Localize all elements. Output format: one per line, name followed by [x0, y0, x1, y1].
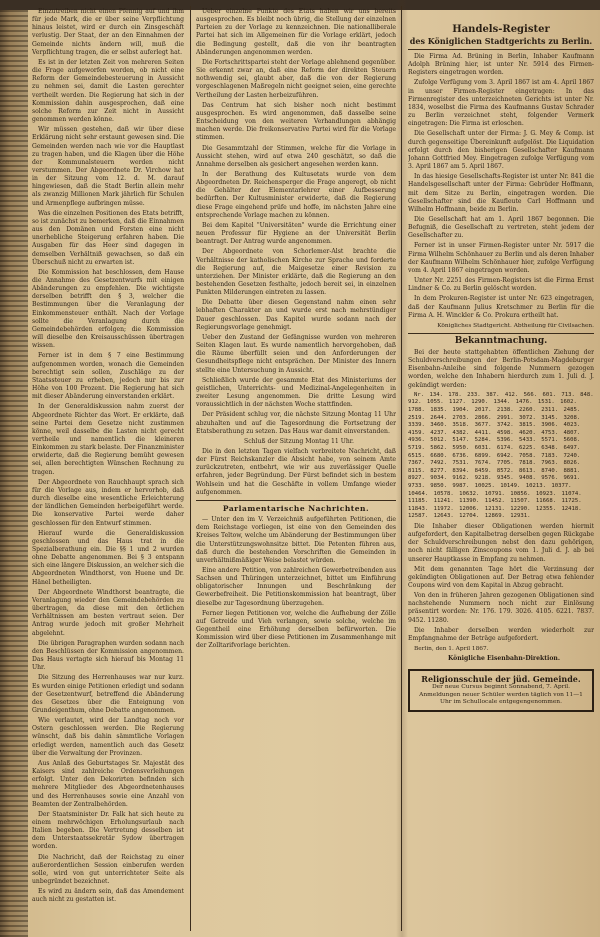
announcement-intro: Bei der heute stattgehabten öffentlichen Ziehung der Schuldverschreibungen der Berlin-Potsdam-Magdeburger Eisenbahn-Anleihe sind folgende Nummern gezogen worden, welche den Inhabern hierdurch zum 1. Juli d. J. gekündigt werden:	[408, 349, 594, 389]
paragraph: Die in den letzten Tagen vielfach verbreitete Nachricht, daß der Fürst Reichskanzler die Absicht habe, von seinem Amte zurückzutreten, entbehrt, wie wir aus zuverlässiger Quelle erfahren, jeder Begründung. Der Fürst befindet sich in bestem Wohlsein und hat die Geschäfte in vollem Umfange wieder aufgenommen.	[196, 447, 396, 496]
school-notice-text: Der neue Cursus beginnt Sonnabend, 7. April. Anmeldungen neuer Schüler werden täglich von 11—1 Uhr im Schullocale entgegengenommen.	[419, 684, 583, 706]
paragraph: Aus Anlaß des Geburtstages Sr. Majestät des Kaisers sind zahlreiche Ordensverleihungen erfolgt. Unter den Dekorirten befinden sich mehrere Mitglieder des Abgeordnetenhauses und des Herrenhauses sowie eine Anzahl von Beamten der Zentralbehörden.	[32, 759, 184, 808]
paragraph: Die Debatte über diesen Gegenstand nahm einen sehr lebhaften Charakter an und wurde erst nach mehrstündiger Dauer geschlossen. Das Kapitel wurde sodann nach der Regierungsvorlage genehmigt.	[196, 299, 396, 331]
paragraph: Es wird zu ändern sein, daß das Amendement auch nicht zu gestatten ist.	[32, 888, 184, 904]
paragraph: Die Nachricht, daß der Reichstag zu einer außerordentlichen Session einberufen werden solle, wird von gut unterrichteter Seite als unbegründet bezeichnet.	[32, 853, 184, 886]
column-rule-1	[190, 6, 191, 931]
paragraph: Der Staatsminister Dr. Falk hat sich heute zu einem mehrwöchigen Erholungsurlaub nach Italien begeben. Die Vertretung desselben ist dem Unterstaatssekretär Sydow übertragen worden.	[32, 810, 184, 851]
paragraph: Eine andere Petition, von zahlreichen Gewerbetreibenden aus Sachsen und Thüringen unterzeichnet, bittet um Einführung obligatorischer Innungen und Beschränkung der Gewerbefreiheit. Die Petitionskommission hat beantragt, über dieselbe zur Tagesordnung überzugehen.	[196, 567, 396, 607]
register-title: Handels-Register	[452, 24, 550, 35]
paragraph: Die Kommission hat beschlossen, dem Hause die Annahme des Gesetzentwurfs mit einigen Abänderungen zu empfehlen. Die wichtigste derselben betrifft den § 3, welcher die Bestimmungen über die Veranlagung der Einkommensteuer enthält. Nach der Vorlage sollte die Veranlagung durch die Gemeindebehörden erfolgen; die Kommission will dieselbe den Kreisausschüssen übertragen wissen.	[32, 268, 184, 350]
register-signoff: Königliches Stadtgericht. Abtheilung für Civilsachen.	[437, 322, 594, 329]
paragraph: Wir müssen gestehen, daß wir über diese Erklärung nicht sehr erstaunt gewesen sind. Die Gemeinden werden nach wie vor die Hauptlast zu tragen haben, und die Klagen über die Höhe der Kommunalsteuern werden nicht verstummen. Der Abgeordnete Dr. Virchow hat in der Sitzung vom 12. d. M. darauf hingewiesen, daß die Stadt Berlin allein mehr als zwanzig Millionen Mark jährlich für Schulen und Armenpflege aufbringen müsse.	[32, 126, 184, 207]
session-close-line: Schluß der Sitzung Montag 11 Uhr.	[244, 437, 354, 445]
paragraph: Hierauf wurde die Generaldiskussion geschlossen und das Haus trat in die Spezialberathung ein. Die §§ 1 und 2 wurden ohne Debatte angenommen. Bei § 3 entspann sich eine längere Diskussion, an welcher sich die Abgeordneten Windthorst, von Huene und Dr. Hänel betheiligten.	[32, 529, 184, 586]
paragraph: Schließlich wurde der gesammte Etat des Ministeriums der geistlichen, Unterrichts- und Medizinal-Angelegenheiten in zweiter Lesung angenommen. Die dritte Lesung wird voraussichtlich in der nächsten Woche stattfinden.	[196, 376, 396, 409]
paragraph: Was die einzelnen Positionen des Etats betrifft, so ist zunächst zu bemerken, daß die Einnahmen aus den Domänen und Forsten eine nicht unerhebliche Steigerung erfahren haben. Die Ausgaben für das Heer sind dagegen in demselben Verhältniß gewachsen, so daß ein Überschuß nicht zu erwarten ist.	[32, 209, 184, 266]
paragraph: Die Sitzung des Herrenhauses war nur kurz. Es wurden einige Petitionen erledigt und sodann der Gesetzentwurf, betreffend die Abänderung des Gesetzes über die Enteignung von Grundeigenthum, ohne Debatte angenommen.	[32, 674, 184, 714]
paragraph: In der Generaldiskussion nahm zuerst der Abgeordnete Richter das Wort. Er erklärte, daß seine Partei dem Gesetze nicht zustimmen könne, weil dasselbe die Lasten nicht gerecht vertheile und namentlich die kleineren Einkommen zu stark belaste. Der Finanzminister erwiderte, daß die Regierung bemüht gewesen sei, allen berechtigten Wünschen Rechnung zu tragen.	[32, 403, 184, 476]
header-divider	[408, 49, 594, 50]
announcement-title: Bekanntmachung.	[454, 336, 548, 346]
announcement-paragraph: Mit dem genannten Tage hört die Verzinsung der gekündigten Obligationen auf. Der Betrag etwa fehlender Coupons wird von dem Kapital in Abzug gebracht.	[408, 565, 594, 589]
section-heading: Parlamentarische Nachrichten.	[222, 503, 370, 513]
register-entry: Unter Nr. 2251 des Firmen-Registers ist die Firma Ernst Lindner & Co. zu Berlin gelöscht worden.	[408, 277, 594, 293]
announcement-paragraph: Die Inhaber dieser Obligationen werden hiermit aufgefordert, den Kapitalbetrag derselben gegen Rückgabe der Schuldverschreibungen nebst den dazu gehörigen, noch nicht fälligen Zinscoupons vom 1. Juli d. J. ab bei unserer Hauptkasse in Empfang zu nehmen.	[408, 522, 594, 563]
school-notice-box	[408, 669, 594, 712]
paragraph: Der Abgeordnete Windthorst beantragte, die Veranlagung wieder den Gemeindebehörden zu übertragen, da diese mit den örtlichen Verhältnissen am besten vertraut seien. Der Antrag wurde jedoch mit großer Mehrheit abgelehnt.	[32, 588, 184, 637]
column-right	[408, 24, 594, 929]
paragraph: — Unter den im V. Verzeichniß aufgeführten Petitionen, die dem Reichstage vorliegen, ist eine von den Gemeinden des Kreises Teltow, welche um Abänderung der Bestimmungen über die Unterstützungswohnsitze bittet. Die Petenten führen aus, daß durch die bestehenden Vorschriften die Gemeinden in unverhältnißmäßiger Weise belastet würden.	[196, 516, 396, 564]
paragraph: Der Präsident schlug vor, die nächste Sitzung Montag 11 Uhr abzuhalten und auf die Tagesordnung die Fortsetzung der Etatsberathung zu setzen. Das Haus war damit einverstanden.	[196, 411, 396, 435]
register-entry: Die Gesellschaft unter der Firma: J. G. Mey & Comp. ist durch gegenseitige Übereinkunft aufgelöst. Die Liquidation erfolgt durch den bisherigen Gesellschafter Kaufmann Johann Gottfried Mey. Eingetragen zufolge Verfügung vom 3. April 1867 am 5. April 1867.	[408, 130, 594, 171]
paragraph: In der Berathung des Kultusetats wurde von dem Abgeordneten Dr. Reichensperger die Frage angeregt, ob nicht die Gehälter der Elementarlehrer einer Aufbesserung bedürften. Der Kultusminister erwiderte, daß die Regierung diese Frage eingehend prüfe und hoffe, im nächsten Jahre eine entsprechende Vorlage machen zu können.	[196, 170, 396, 219]
paragraph: Der Abgeordnete von Rauchhaupt sprach sich für die Vorlage aus, indem er hervorhob, daß durch dieselbe eine wesentliche Erleichterung der ländlichen Gemeinden herbeigeführt werde. Die konservative Partei werde daher geschlossen für den Entwurf stimmen.	[32, 478, 184, 527]
school-notice-title: Religionsschule der jüd. Gemeinde.	[421, 674, 581, 685]
column-middle	[196, 8, 396, 928]
paragraph: Ueber einzelne Punkte des Etats haben wir uns bereits ausgesprochen. Es bleibt noch übrig, die Stellung der einzelnen Parteien zu der Vorlage zu kennzeichnen. Die nationalliberale Partei hat sich im Allgemeinen für die Vorlage erklärt, jedoch die Bedingung gestellt, daß die von ihr beantragten Abänderungen angenommen werden.	[196, 8, 396, 56]
register-subtitle: des Königlichen Stadtgerichts zu Berlin.	[409, 36, 593, 46]
register-entry: Ferner ist in unser Firmen-Register unter Nr. 5917 die Firma Wilhelm Schönhauer zu Berlin und als deren Inhaber der Kaufmann Wilhelm Schönhauer hier, zufolge Verfügung vom 4. April 1867 eingetragen worden.	[408, 242, 594, 274]
section-divider	[408, 333, 594, 334]
register-entry: Die Firma Ad. Brüning in Berlin, Inhaber Kaufmann Adolph Brüning hier, ist unter Nr. 5914 des Firmen-Registers eingetragen worden.	[408, 53, 594, 77]
register-entry: Zufolge Verfügung vom 3. April 1867 ist am 4. April 1867 in unser Firmen-Register eingetragen: In das Firmenregister des unterzeichneten Gerichts ist unter Nr. 1834, woselbst die Firma des Kaufmanns Gustav Schrader zu Berlin verzeichnet steht, folgender Vermerk eingetragen: Die Firma ist erloschen.	[408, 79, 594, 128]
page-fold	[396, 0, 408, 937]
paragraph: Der Abgeordnete von Schorlemer-Alst brachte die Verhältnisse der katholischen Kirche zur Sprache und forderte die Regierung auf, die Maigesetze einer Revision zu unterziehen. Der Minister erklärte, daß die Regierung an den bestehenden Gesetzen festhalte, jedoch bereit sei, in einzelnen Punkten Milderungen eintreten zu lassen.	[196, 248, 396, 297]
section-divider	[196, 500, 396, 501]
column-rule-2	[401, 6, 402, 931]
column-left	[32, 8, 184, 928]
paragraph: Das Centrum hat sich bisher noch nicht bestimmt ausgesprochen. Es wird angenommen, daß dasselbe seine Entscheidung von den weiteren Verhandlungen abhängig machen werde. Die freikonservative Partei wird für die Vorlage stimmen.	[196, 101, 396, 142]
register-entry: In das hiesige Gesellschafts-Register ist unter Nr. 841 die Handelsgesellschaft unter der Firma: Gebrüder Hoffmann, mit dem Sitze zu Berlin, eingetragen worden. Die Gesellschafter sind die Kaufleute Carl Hoffmann und Wilhelm Hoffmann, beide zu Berlin.	[408, 173, 594, 213]
paragraph: Einzutreiben nicht einen Pfennig auf und ihm für jede Mark, die er über seine Verpflichtung hinaus leistet, wird er durch ein Zinsgeschäft verlustig. Der Staat, der an den Einnahmen der Gemeinde nichts ändern will, muß die Verpflichtung tragen, die er selbst auferlegt hat.	[32, 8, 184, 56]
paragraph: Bei dem Kapitel "Universitäten" wurde die Errichtung einer neuen Professur für Hygiene an der Universität Berlin beantragt. Der Antrag wurde angenommen.	[196, 221, 396, 246]
register-entry: Die Gesellschaft hat am 1. April 1867 begonnen. Die Befugniß, die Gesellschaft zu vertreten, steht jedem der Gesellschafter zu.	[408, 215, 594, 240]
register-entry: In dem Prokuren-Register ist unter Nr. 623 eingetragen, daß der Kaufmann Julius Kretschmer zu Berlin für die Firma A. H. Winckler & Co. Prokura ertheilt hat.	[408, 295, 594, 319]
paragraph: Ferner liegen Petitionen vor, welche die Aufhebung der Zölle auf Getreide und Vieh verlangen, sowie solche, welche im Gegentheil eine Erhöhung derselben befürworten. Die Kommission wird über diese Petitionen im Zusammenhange mit der Zolltarifvorlage berichten.	[196, 609, 396, 650]
paragraph: Es ist in der letzten Zeit von mehreren Seiten die Frage aufgeworfen worden, ob nicht eine Reform der Gemeindebesteuerung in Aussicht zu nehmen sei, damit die Lasten gerechter vertheilt werden. Die Regierung hat sich in der Kommission dahin ausgesprochen, daß eine solche Reform zur Zeit nicht in Aussicht genommen werden könne.	[32, 58, 184, 124]
paragraph: Die übrigen Paragraphen wurden sodann nach den Beschlüssen der Kommission angenommen. Das Haus vertagte sich hierauf bis Montag 11 Uhr.	[32, 639, 184, 672]
drawn-numbers-list: Nr. 134. 178. 233. 387. 412. 566. 601. 713. 848. 912. 1055. 1127. 1290. 1344. 1476. 1531. 1602. 1788. 1835. 1904. 2017. 2138. 2260. 2311. 2485. 2519. 2644. 2703. 2866. 2991. 3072. 3145. 3208. 3339. 3460. 3518. 3677. 3742. 3815. 3906. 4023. 4159. 4237. 4382. 4411. 4598. 4620. 4753. 4807. 4936. 5012. 5147. 5284. 5396. 5433. 5571. 5608. 5719. 5862. 5950. 6031. 6174. 6225. 6348. 6497. 6515. 6680. 6736. 6899. 6942. 7058. 7183. 7240. 7367. 7492. 7531. 7674. 7705. 7818. 7963. 8026. 8115. 8277. 8394. 8459. 8572. 8613. 8740. 8881. 8927. 9034. 9162. 9218. 9345. 9408. 9576. 9691. 9733. 9850. 9987. 10025. 10149. 10213. 10377. 10464. 10578. 10632. 10791. 10856. 10923. 11074. 11185. 11241. 11390. 11452. 11507. 11668. 11725. 11843. 11972. 12006. 12131. 12290. 12355. 12418. 12587. 12643. 12704. 12869. 12931.	[408, 391, 594, 520]
announcement-paragraph: Die Inhaber derselben werden wiederholt zur Empfangnahme der Beträge aufgefordert.	[408, 626, 594, 642]
paragraph: Ueber den Zustand der Gefängnisse wurden von mehreren Seiten Klagen laut. Es wurde namentlich hervorgehoben, daß die Räume überfüllt seien und den Anforderungen der Gesundheitspflege nicht entsprächen. Der Minister des Innern stellte eine Untersuchung in Aussicht.	[196, 333, 396, 374]
paragraph: Die Gesammtzahl der Stimmen, welche für die Vorlage in Aussicht stehen, wird auf etwa 240 geschätzt, so daß die Annahme derselben als gesichert angesehen werden kann.	[196, 144, 396, 168]
binding-edge	[0, 0, 28, 937]
paragraph: Wie verlautet, wird der Landtag noch vor Ostern geschlossen werden. Die Regierung wünscht, daß bis dahin sämmtliche Vorlagen erledigt werden, namentlich auch das Gesetz über die Verwaltung der Provinzen.	[32, 717, 184, 757]
announcement-date: Berlin, den 1. April 1867.	[414, 646, 489, 653]
paragraph: Ferner ist in dem § 7 eine Bestimmung aufgenommen worden, wonach die Gemeinden berechtigt sein sollen, Zuschläge zu der Staatssteuer zu erheben, jedoch nur bis zur Höhe von 100 Prozent. Die Regierung hat sich mit dieser Abänderung einverstanden erklärt.	[32, 352, 184, 401]
paragraph: Die Fortschrittspartei steht der Vorlage ablehnend gegenüber. Sie erkennt zwar an, daß eine Reform der direkten Steuern nothwendig sei, glaubt aber, daß die von der Regierung vorgeschlagenen Maßregeln nicht geeignet seien, eine gerechte Vertheilung der Lasten herbeizuführen.	[196, 58, 396, 99]
announcement-paragraph: Von den in früheren Jahren gezogenen Obligationen sind nachstehende Nummern noch nicht zur Einlösung präsentirt worden: Nr. 176. 179. 3026. 4105. 6221. 7837. 9452. 11280.	[408, 592, 594, 624]
announcement-signature: Königliche Eisenbahn-Direktion.	[448, 655, 560, 663]
